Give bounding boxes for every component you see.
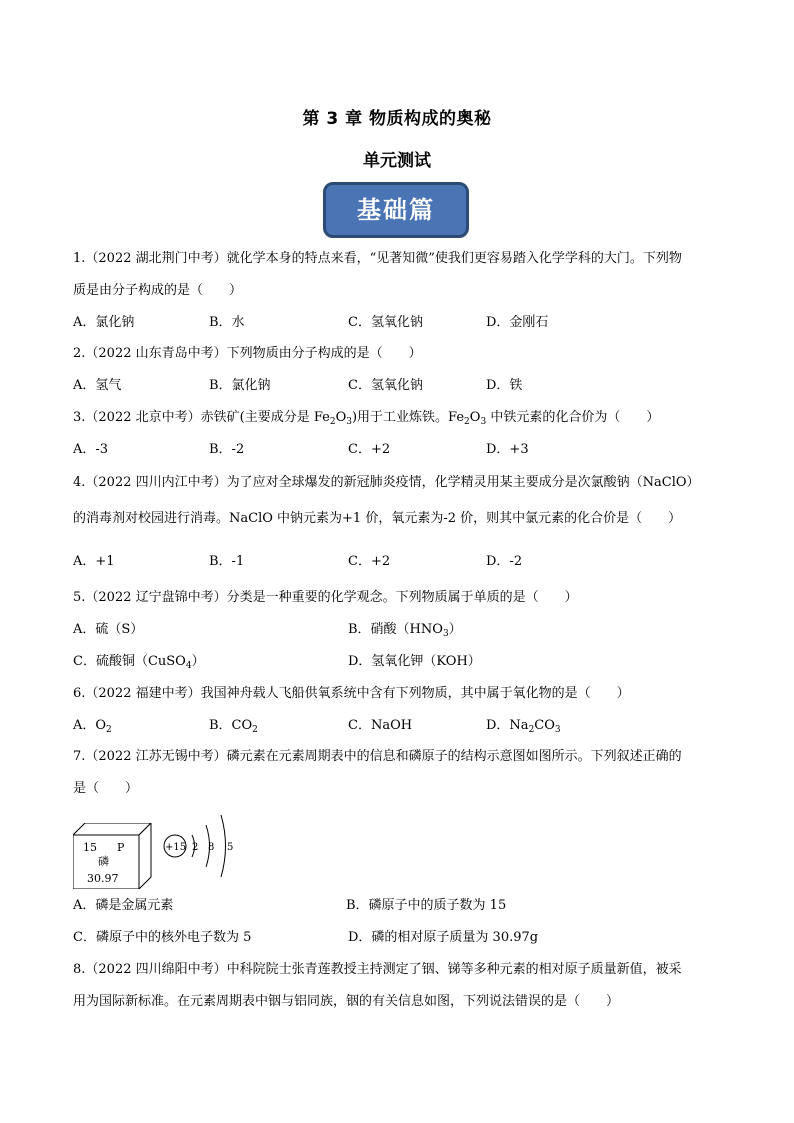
q7-option-a: A．磷是金属元素 bbox=[73, 898, 174, 913]
q4-option-c: C．+2 bbox=[348, 554, 391, 569]
section-badge: 基础篇 bbox=[323, 182, 469, 238]
q2-option-b: B．氯化钠 bbox=[209, 378, 271, 393]
question-6-line-1: 6.（2022 福建中考）我国神舟载人飞船供氧系统中含有下列物质，其中属于氧化物的是（ ） bbox=[73, 686, 630, 701]
q1-option-d: D．金刚石 bbox=[486, 315, 549, 330]
q2-option-a: A．氢气 bbox=[73, 378, 122, 393]
q5-option-d: D．氢氧化钾（KOH） bbox=[348, 654, 481, 669]
q5-option-c: C．硫酸铜（CuSO$_4$） bbox=[73, 654, 205, 671]
shell-3-electrons: 5 bbox=[227, 842, 234, 853]
shell-2-electrons: 8 bbox=[208, 842, 215, 853]
q5-option-a: A．硫（S） bbox=[73, 622, 144, 637]
q6-option-d: D．$Na_2CO_3$ bbox=[486, 718, 561, 735]
question-3-line-1: 3.（2022 北京中考）赤铁矿(主要成分是 $Fe_2O_3$)用于工业炼铁。$Fe_2O_3$ 中铁元素的化合价为（ ） bbox=[73, 410, 660, 427]
q6-option-b: B．$CO_2$ bbox=[209, 718, 258, 735]
atom-structure-diagram bbox=[160, 805, 246, 885]
q1-option-a: A．氯化钠 bbox=[73, 315, 135, 330]
q3-option-c: C．+2 bbox=[348, 442, 391, 457]
question-4-line-1: 4.（2022 四川内江中考）为了应对全球爆发的新冠肺炎疫情，化学精灵用某主要成分是次氯酸钠（NaClO） bbox=[73, 475, 700, 490]
q7-option-b: B．磷原子中的质子数为 15 bbox=[346, 898, 507, 913]
q3-option-b: B．-2 bbox=[209, 442, 245, 457]
element-symbol: P bbox=[117, 841, 125, 854]
q4-option-b: B．-1 bbox=[209, 554, 245, 569]
q6-option-c: C．NaOH bbox=[348, 718, 413, 733]
q3-option-a: A．-3 bbox=[73, 442, 109, 457]
q7-option-d: D．磷的相对原子质量为 30.97g bbox=[348, 930, 539, 945]
periodic-table-cell bbox=[73, 823, 153, 889]
question-1-line-2: 质是由分子构成的是（ ） bbox=[73, 283, 243, 298]
q5-option-b: B．硝酸$(HNO_3)$ bbox=[348, 622, 462, 639]
atomic-mass: 30.97 bbox=[87, 872, 119, 885]
question-2-line-1: 2.（2022 山东青岛中考）下列物质由分子构成的是（ ） bbox=[73, 346, 422, 361]
shell-1-electrons: 2 bbox=[192, 842, 199, 853]
element-name: 磷 bbox=[98, 855, 109, 868]
question-7-line-2: 是（ ） bbox=[73, 781, 139, 796]
q6-option-a: A．$O_2$ bbox=[73, 718, 112, 735]
q4-option-d: D．-2 bbox=[486, 554, 523, 569]
question-7-line-1: 7.（2022 江苏无锡中考）磷元素在元素周期表中的信息和磷原子的结构示意图如图所示。下列叙述正确的 bbox=[73, 749, 682, 764]
q2-option-d: D．铁 bbox=[486, 378, 523, 393]
q1-option-b: B．水 bbox=[209, 315, 245, 330]
question-8-line-1: 8.（2022 四川绵阳中考）中科院院士张青莲教授主持测定了铟、锑等多种元素的相对原子质量新值，被采 bbox=[73, 962, 682, 977]
question-5-line-1: 5.（2022 辽宁盘锦中考）分类是一种重要的化学观念。下列物质属于单质的是（ ） bbox=[73, 590, 578, 605]
q3-option-d: D．+3 bbox=[486, 442, 529, 457]
q7-option-c: C．磷原子中的核外电子数为 5 bbox=[73, 930, 252, 945]
chapter-title: 第 3 章 物质构成的奥秘 bbox=[302, 109, 492, 129]
q1-option-c: C．氢氧化钠 bbox=[348, 315, 423, 330]
question-8-line-2: 用为国际新标准。在元素周期表中铟与铝同族，铟的有关信息如图，下列说法错误的是（ ） bbox=[73, 994, 620, 1009]
nucleus-charge: +15 bbox=[165, 842, 187, 853]
question-4-line-2: 的消毒剂对校园进行消毒。NaClO 中钠元素为+1 价，氧元素为-2 价，则其中氯元素的化合价是（ ） bbox=[73, 511, 682, 526]
q4-option-a: A．+1 bbox=[73, 554, 115, 569]
question-1-line-1: 1.（2022 湖北荆门中考）就化学本身的特点来看，“见著知微”使我们更容易踏入化学学科的大门。下列物 bbox=[73, 251, 682, 266]
page-subtitle: 单元测试 bbox=[363, 151, 431, 171]
q2-option-c: C．氢氧化钠 bbox=[348, 378, 423, 393]
atomic-number: 15 bbox=[83, 841, 97, 854]
